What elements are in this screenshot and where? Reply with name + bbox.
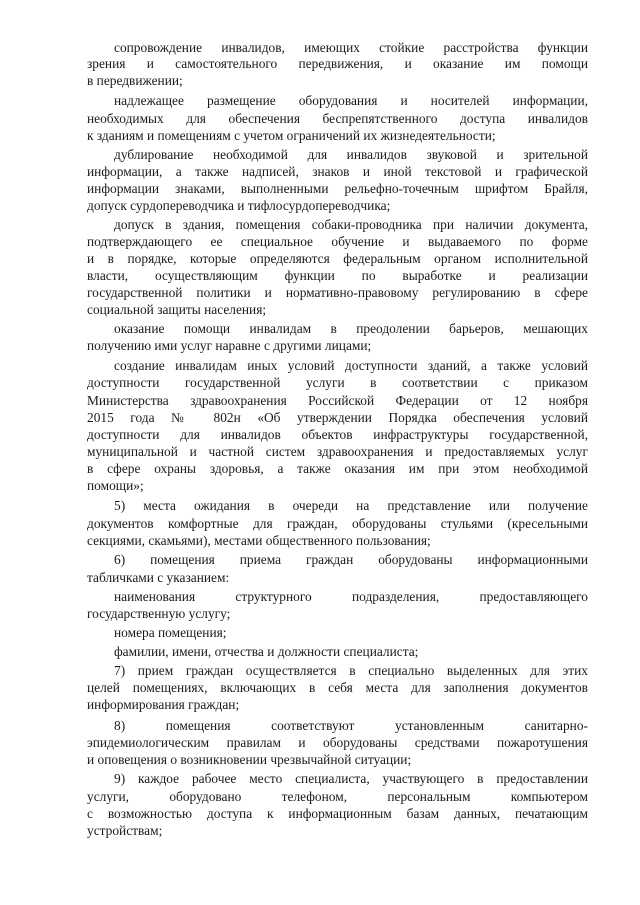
text-line: к зданиям и помещениям с учетом ограничений их жизнедеятельности; [87,128,496,143]
text-line: информации, а также надписей, знаков и иной текстовой и графической [87,164,588,179]
text-line: допуск сурдопереводчика и тифлосурдопереводчика; [87,198,391,213]
text-line: 5) места ожидания в очереди на представление или получение [114,498,588,513]
text-line: и в порядке, которые определяются федеральным органом исполнительной [87,251,588,266]
text-line: номера помещения; [114,625,227,640]
text-line: доступности для инвалидов объектов инфраструктуры государственной, [87,427,588,442]
text-line: целей помещениях, включающих в себя места для заполнения документов [87,680,588,695]
text-line: дублирование необходимой для инвалидов звуковой и зрительной [114,147,588,162]
text-line: получению ими услуг наравне с другими лицами; [87,338,372,353]
text-line: допуск в здания, помещения собаки-проводника при наличии документа, [114,217,588,232]
text-line: информирования граждан; [87,697,240,712]
text-line: муниципальной и частной систем здравоохранения и предоставляемых услуг [87,444,588,459]
text-line: сопровождение инвалидов, имеющих стойкие расстройства функции [114,40,588,55]
text-line: подтверждающего ее специальное обучение и выдаваемого по форме [87,234,588,249]
text-line: табличками с указанием: [87,570,230,585]
text-line: доступности государственной услуги в соответствии с приказом [87,375,588,390]
text-line: государственной политики и нормативно-правовому регулированию в сфере [87,285,588,300]
text-line: 2015 года № 802н «Об утверждении Порядка обеспечения условий [87,410,588,425]
text-line: в передвижении; [87,73,183,88]
text-line: фамилии, имени, отчества и должности специалиста; [114,644,419,659]
text-line: наименования структурного подразделения, предоставляющего [114,589,588,604]
text-line: создание инвалидам иных условий доступности зданий, а также условий [114,358,588,373]
text-line: необходимых для обеспечения беспрепятственного доступа инвалидов [87,111,588,126]
text-line: с возможностью доступа к информационным базам данных, печатающим [87,806,588,821]
text-line: 8) помещения соответствуют установленным санитарно- [114,718,588,733]
text-line: государственную услугу; [87,606,231,621]
text-line: зрения и самостоятельного передвижения, и оказание им помощи [87,56,588,71]
text-line: надлежащее размещение оборудования и носителей информации, [114,93,588,108]
text-line: устройствам; [87,823,163,838]
text-line: Министерства здравоохранения Российской Федерации от 12 ноября [87,393,588,408]
text-line: оказание помощи инвалидам в преодолении барьеров, мешающих [114,321,588,336]
text-line: власти, осуществляющим функции по выработке и реализации [87,268,588,283]
text-line: эпидемиологическим правилам и оборудованы средствами пожаротушения [87,735,588,750]
text-line: секциями, скамьями), местами общественного пользования; [87,533,431,548]
text-line: и оповещения о возникновении чрезвычайной ситуации; [87,752,412,767]
text-line: помощи»; [87,478,144,493]
text-line: услуги, оборудовано телефоном, персональным компьютером [87,789,588,804]
text-line: в сфере охраны здоровья, а также оказания им при этом необходимой [87,461,588,476]
text-line: 9) каждое рабочее место специалиста, участвующего в предоставлении [114,771,588,786]
text-line: 7) прием граждан осуществляется в специально выделенных для этих [114,663,588,678]
text-line: документов комфортные для граждан, оборудованы стульями (кресельными [87,516,588,531]
text-line: информации знаками, выполненными рельефно-точечным шрифтом Брайля, [87,181,588,196]
text-line: социальной защиты населения; [87,302,267,317]
text-line: 6) помещения приема граждан оборудованы информационными [114,552,588,567]
